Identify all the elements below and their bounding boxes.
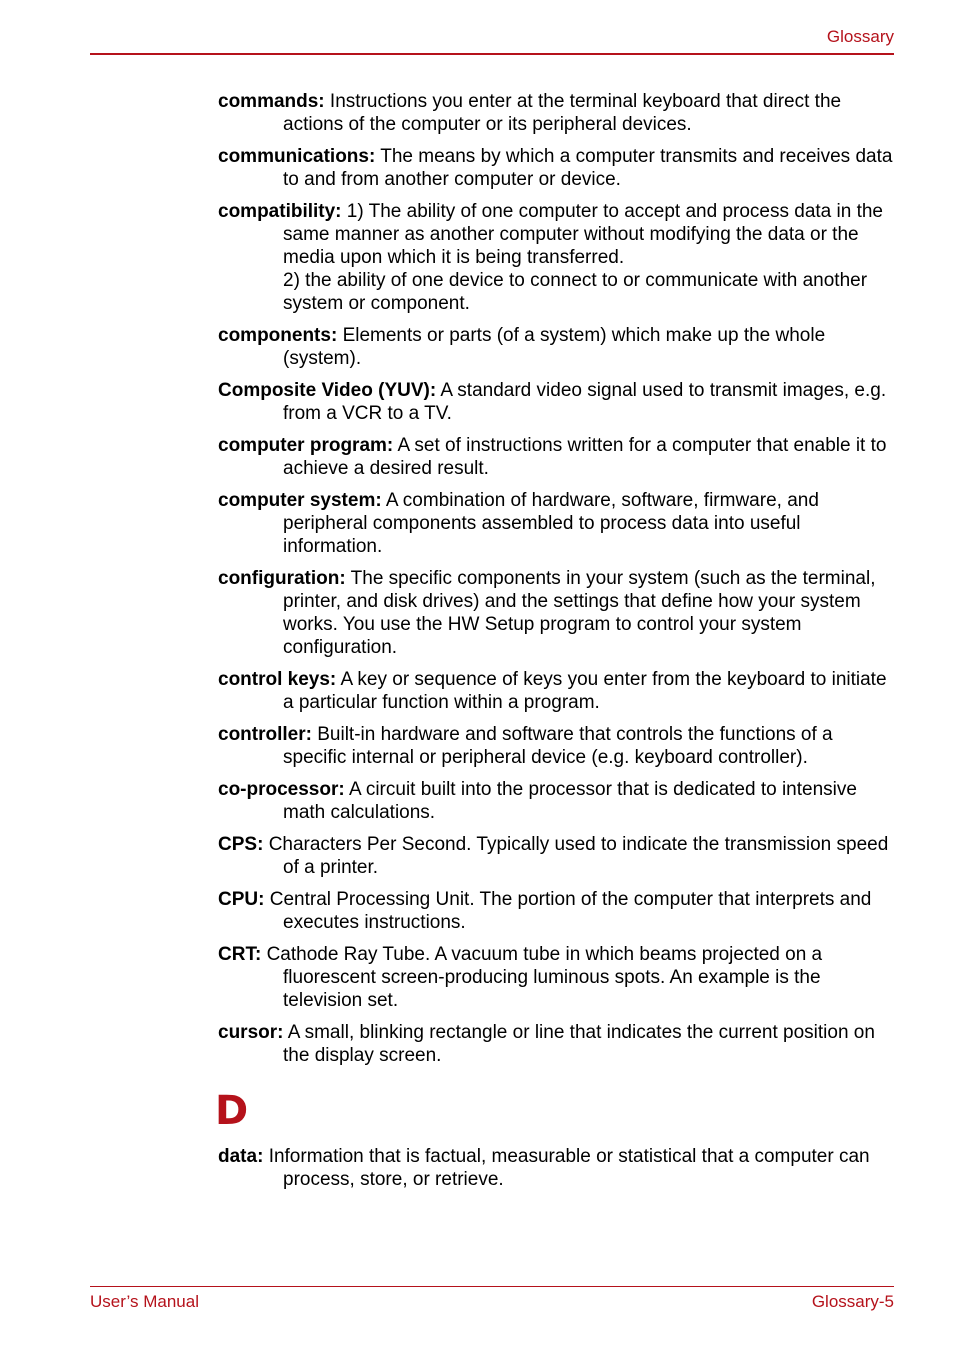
glossary-definition: A standard video signal used to transmit images, e.g. from a VCR to a TV. bbox=[283, 380, 887, 424]
header-divider bbox=[90, 53, 894, 55]
glossary-definition: Built-in hardware and software that controls the functions of a specific internal or peripheral device (e.g. keyboard controller). bbox=[283, 724, 833, 768]
glossary-entry-cpu bbox=[218, 888, 898, 934]
glossary-term: components: bbox=[218, 325, 338, 346]
glossary-definition: Cathode Ray Tube. A vacuum tube in which beams projected on a fluorescent screen-producing luminous spots. An example is the television set. bbox=[266, 944, 823, 1011]
glossary-definition: 1) The ability of one computer to accept and process data in the same manner as another computer without modifying the data or the media upon which it is being transferred. bbox=[283, 201, 883, 268]
glossary-definition: Characters Per Second. Typically used to indicate the transmission speed of a printer. bbox=[268, 834, 889, 878]
glossary-definition: Central Processing Unit. The portion of the computer that interprets and executes instructions. bbox=[269, 889, 872, 933]
glossary-definition: Elements or parts (of a system) which make up the whole (system). bbox=[283, 325, 826, 369]
glossary-term: controller: bbox=[218, 724, 312, 745]
glossary-definition-continuation: 2) the ability of one device to connect to or communicate with another system or component. bbox=[283, 270, 868, 314]
glossary-term: cursor: bbox=[218, 1022, 284, 1043]
glossary-term: configuration: bbox=[218, 568, 346, 589]
glossary-term: communications: bbox=[218, 146, 376, 167]
glossary-definition: A key or sequence of keys you enter from the keyboard to initiate a particular function within a program. bbox=[283, 669, 887, 713]
glossary-definition: A set of instructions written for a computer that enable it to achieve a desired result. bbox=[283, 435, 887, 479]
glossary-definition: The means by which a computer transmits and receives data to and from another computer or device. bbox=[283, 146, 893, 190]
glossary-definition: A combination of hardware, software, firmware, and peripheral components assembled to process data into useful information. bbox=[283, 490, 819, 557]
glossary-entry-components bbox=[218, 324, 898, 370]
glossary-term: control keys: bbox=[218, 669, 337, 690]
glossary-entry-communications bbox=[218, 145, 898, 191]
glossary-entry-cps bbox=[218, 833, 898, 879]
glossary-content bbox=[215, 90, 898, 1200]
glossary-entry-co-processor bbox=[218, 778, 898, 824]
footer-manual-title: User’s Manual bbox=[90, 1292, 199, 1311]
footer-divider bbox=[90, 1286, 894, 1287]
glossary-entry-controller bbox=[218, 723, 898, 769]
header-section-title: Glossary bbox=[826, 27, 894, 46]
glossary-entry-crt bbox=[218, 943, 898, 1012]
glossary-term: CPU: bbox=[218, 889, 265, 910]
glossary-entry-control-keys bbox=[218, 668, 898, 714]
glossary-term: co-processor: bbox=[218, 779, 345, 800]
glossary-definition: The specific components in your system (such as the terminal, printer, and disk drives) and the settings that define how your system works. You use the HW Setup program to control your system configuration. bbox=[283, 568, 876, 658]
glossary-entry-data bbox=[218, 1145, 898, 1191]
footer-page-number: Glossary-5 bbox=[811, 1292, 894, 1311]
section-letter-heading: D bbox=[215, 1088, 249, 1134]
glossary-term: CPS: bbox=[218, 834, 264, 855]
glossary-term: CRT: bbox=[218, 944, 262, 965]
glossary-term: commands: bbox=[218, 91, 325, 112]
glossary-entry-cursor bbox=[218, 1021, 898, 1067]
glossary-definition: A circuit built into the processor that is dedicated to intensive math calculations. bbox=[283, 779, 857, 823]
glossary-definition: Information that is factual, measurable or statistical that a computer can process, store, or retrieve. bbox=[268, 1146, 870, 1190]
glossary-term: Composite Video (YUV): bbox=[218, 380, 437, 401]
glossary-entry-configuration bbox=[218, 567, 898, 659]
glossary-term: compatibility: bbox=[218, 201, 342, 222]
glossary-entry-commands bbox=[218, 90, 898, 136]
glossary-term: computer system: bbox=[218, 490, 382, 511]
glossary-term: data: bbox=[218, 1146, 264, 1167]
glossary-entry-computer-system bbox=[218, 489, 898, 558]
glossary-entry-compatibility bbox=[218, 200, 898, 315]
glossary-definition: Instructions you enter at the terminal keyboard that direct the actions of the computer or its peripheral devices. bbox=[283, 91, 842, 135]
glossary-entry-computer-program bbox=[218, 434, 898, 480]
glossary-term: computer program: bbox=[218, 435, 394, 456]
glossary-entry-composite-video bbox=[218, 379, 898, 425]
glossary-definition: A small, blinking rectangle or line that indicates the current position on the display screen. bbox=[283, 1022, 875, 1066]
